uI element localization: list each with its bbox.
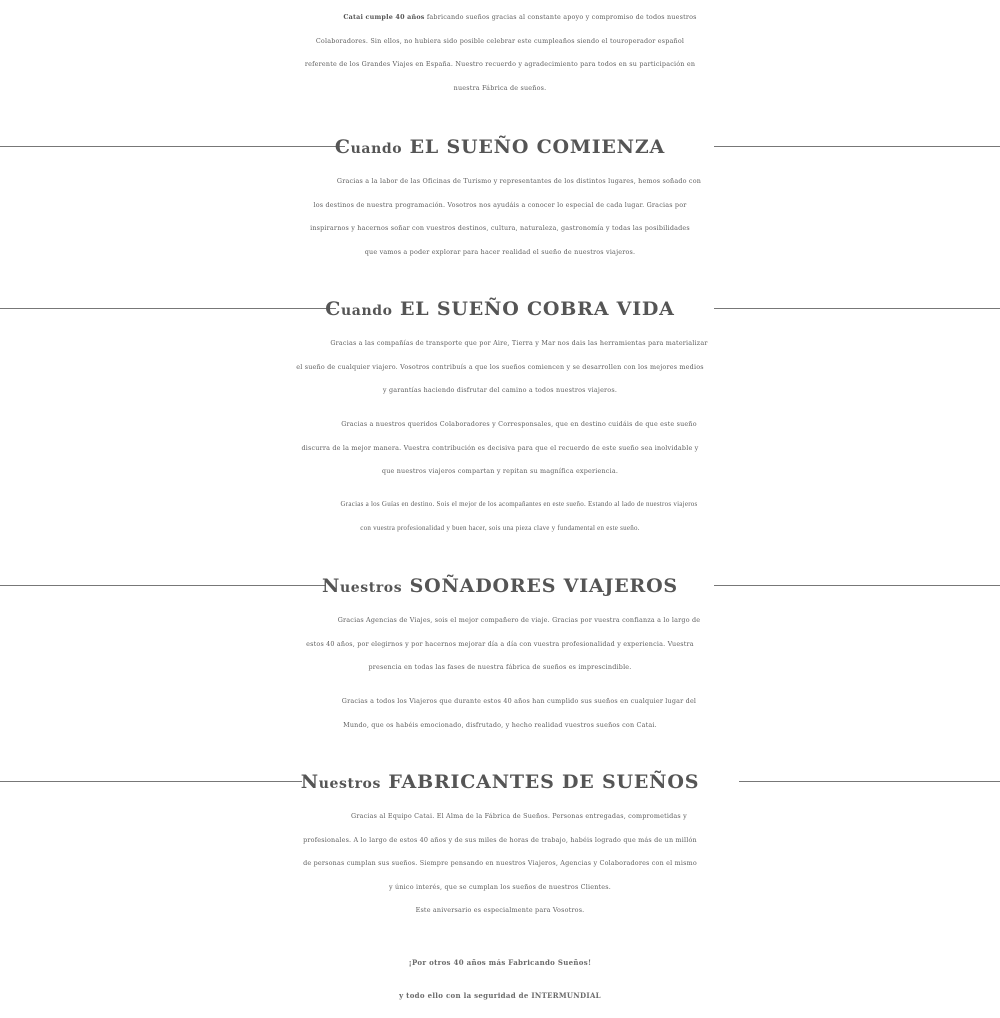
paragraph-line: y garantías haciendo disfrutar del camino a todos nuestros viajeros. [382,386,618,395]
paragraph-line: inspirarnos y hacernos soñar con vuestros destinos, cultura, naturaleza, gastronomía y todas las posibilidades [310,224,690,233]
paragraph-line: el sueño de cualquier viajero. Vosotros contribuís a que los sueños comiencen y se desarrollen con los mejores medios [296,362,704,371]
section-heading-fabricantes-suenos: Nuestros FABRICANTES DE SUEÑOS [0,770,1000,794]
paragraph-line: que vamos a poder explorar para hacer realidad el sueño de nuestros viajeros. [364,247,636,256]
paragraph-line: Gracias a nuestros queridos Colaboradores y Corresponsales, que en destino cuidáis de que este sueño [341,420,697,428]
paragraph-line: Gracias a la labor de las Oficinas de Turismo y representantes de los distintos lugares, hemos soñado con [336,177,702,185]
paragraph-line: con vuestra profesionalidad y buen hacer, sois una pieza clave y fundamental en este sueño. [360,523,640,532]
paragraph-line: de personas cumplan sus sueños. Siempre pensando en nuestros Viajeros, Agencias y Colaboradores con el mismo [303,859,697,868]
intro-paragraph [0,6,1000,100]
paragraph-line: Gracias a todos los Viajeros que durante estos 40 años han cumplido sus sueños en cualquier lugar del [341,697,697,705]
paragraph-line: profesionales. A lo largo de estos 40 años y de sus miles de horas de trabajo, habéis logrado que más de un millón [303,835,697,844]
section4-paragraph-team [0,805,1000,923]
section2-paragraph-transport [0,332,1000,403]
paragraph-line: Gracias a los Guías en destino. Sois el mejor de los acompañantes en este sueño. Estando al lado de nuestros viajeros [340,500,698,508]
paragraph-line: presencia en todas las fases de nuestra fábrica de sueños es imprescindible. [368,663,632,672]
paragraph-line: estos 40 años, por elegirnos y por hacernos mejorar día a día con vuestra profesionalidad y experiencia. Vuestra [306,639,694,648]
section-heading-sonadores-viajeros: Nuestros SOÑADORES VIAJEROS [0,574,1000,598]
section-title: SOÑADORES VIAJEROS [402,575,678,597]
section1-paragraph [0,170,1000,264]
paragraph-line: Gracias Agencias de Viajes, sois el mejor compañero de viaje. Gracias por vuestra confianza a lo largo de [337,616,701,624]
section-title: EL SUEÑO COBRA VIDA [392,298,675,320]
paragraph-line: Gracias al Equipo Catai. El Alma de la Fábrica de Sueños. Personas entregadas, comprometidas y [351,812,687,820]
section3-paragraph-agencies [0,609,1000,680]
intro-line: Colaboradores. Sin ellos, no hubiera sido posible celebrar este cumpleaños siendo el touroperador español [315,36,685,45]
section2-paragraph-guides [0,493,1000,540]
section-heading-sueno-cobra-vida: Cuando EL SUEÑO COBRA VIDA [0,297,1000,321]
intro-line: fabricando sueños gracias al constante apoyo y compromiso de todos nuestros [424,13,697,21]
section-title: EL SUEÑO COMIENZA [402,136,666,158]
paragraph-line: Gracias a las compañías de transporte que por Aire, Tierra y Mar nos dais las herramientas para materializar [330,339,708,347]
paragraph-line: Mundo, que os habéis emocionado, disfrutado, y hecho realidad vuestros sueños con Catai. [343,720,657,729]
paragraph-line: Este aniversario es especialmente para Vosotros. [415,906,585,915]
intro-line: referente de los Grandes Viajes en España. Nuestro recuerdo y agradecimiento para todos en su participación en [304,60,696,69]
closing-line-2: y todo ello con la seguridad de INTERMUNDIAL [399,991,601,1000]
intro-line: nuestra Fábrica de sueños. [453,83,547,92]
closing-line-1: ¡Por otros 40 años más Fabricando Sueños! [408,958,592,967]
intro-bold-lead: Catai cumple 40 años [343,13,425,21]
section-title: FABRICANTES DE SUEÑOS [380,771,700,793]
paragraph-line: los destinos de nuestra programación. Vosotros nos ayudáis a conocer lo especial de cada lugar. Gracias por [313,200,687,209]
section-heading-sueno-comienza: Cuando EL SUEÑO COMIENZA [0,135,1000,159]
paragraph-line: y único interés, que se cumplan los sueños de nuestros Clientes. [389,882,611,891]
section2-paragraph-collaborators [0,413,1000,484]
paragraph-line: discurra de la mejor manera. Vuestra contribución es decisiva para que el recuerdo de este sueño sea inolvidable y [301,443,699,452]
paragraph-line: que nuestros viajeros compartan y repitan su magnífica experiencia. [381,467,619,476]
section3-paragraph-travelers [0,690,1000,737]
